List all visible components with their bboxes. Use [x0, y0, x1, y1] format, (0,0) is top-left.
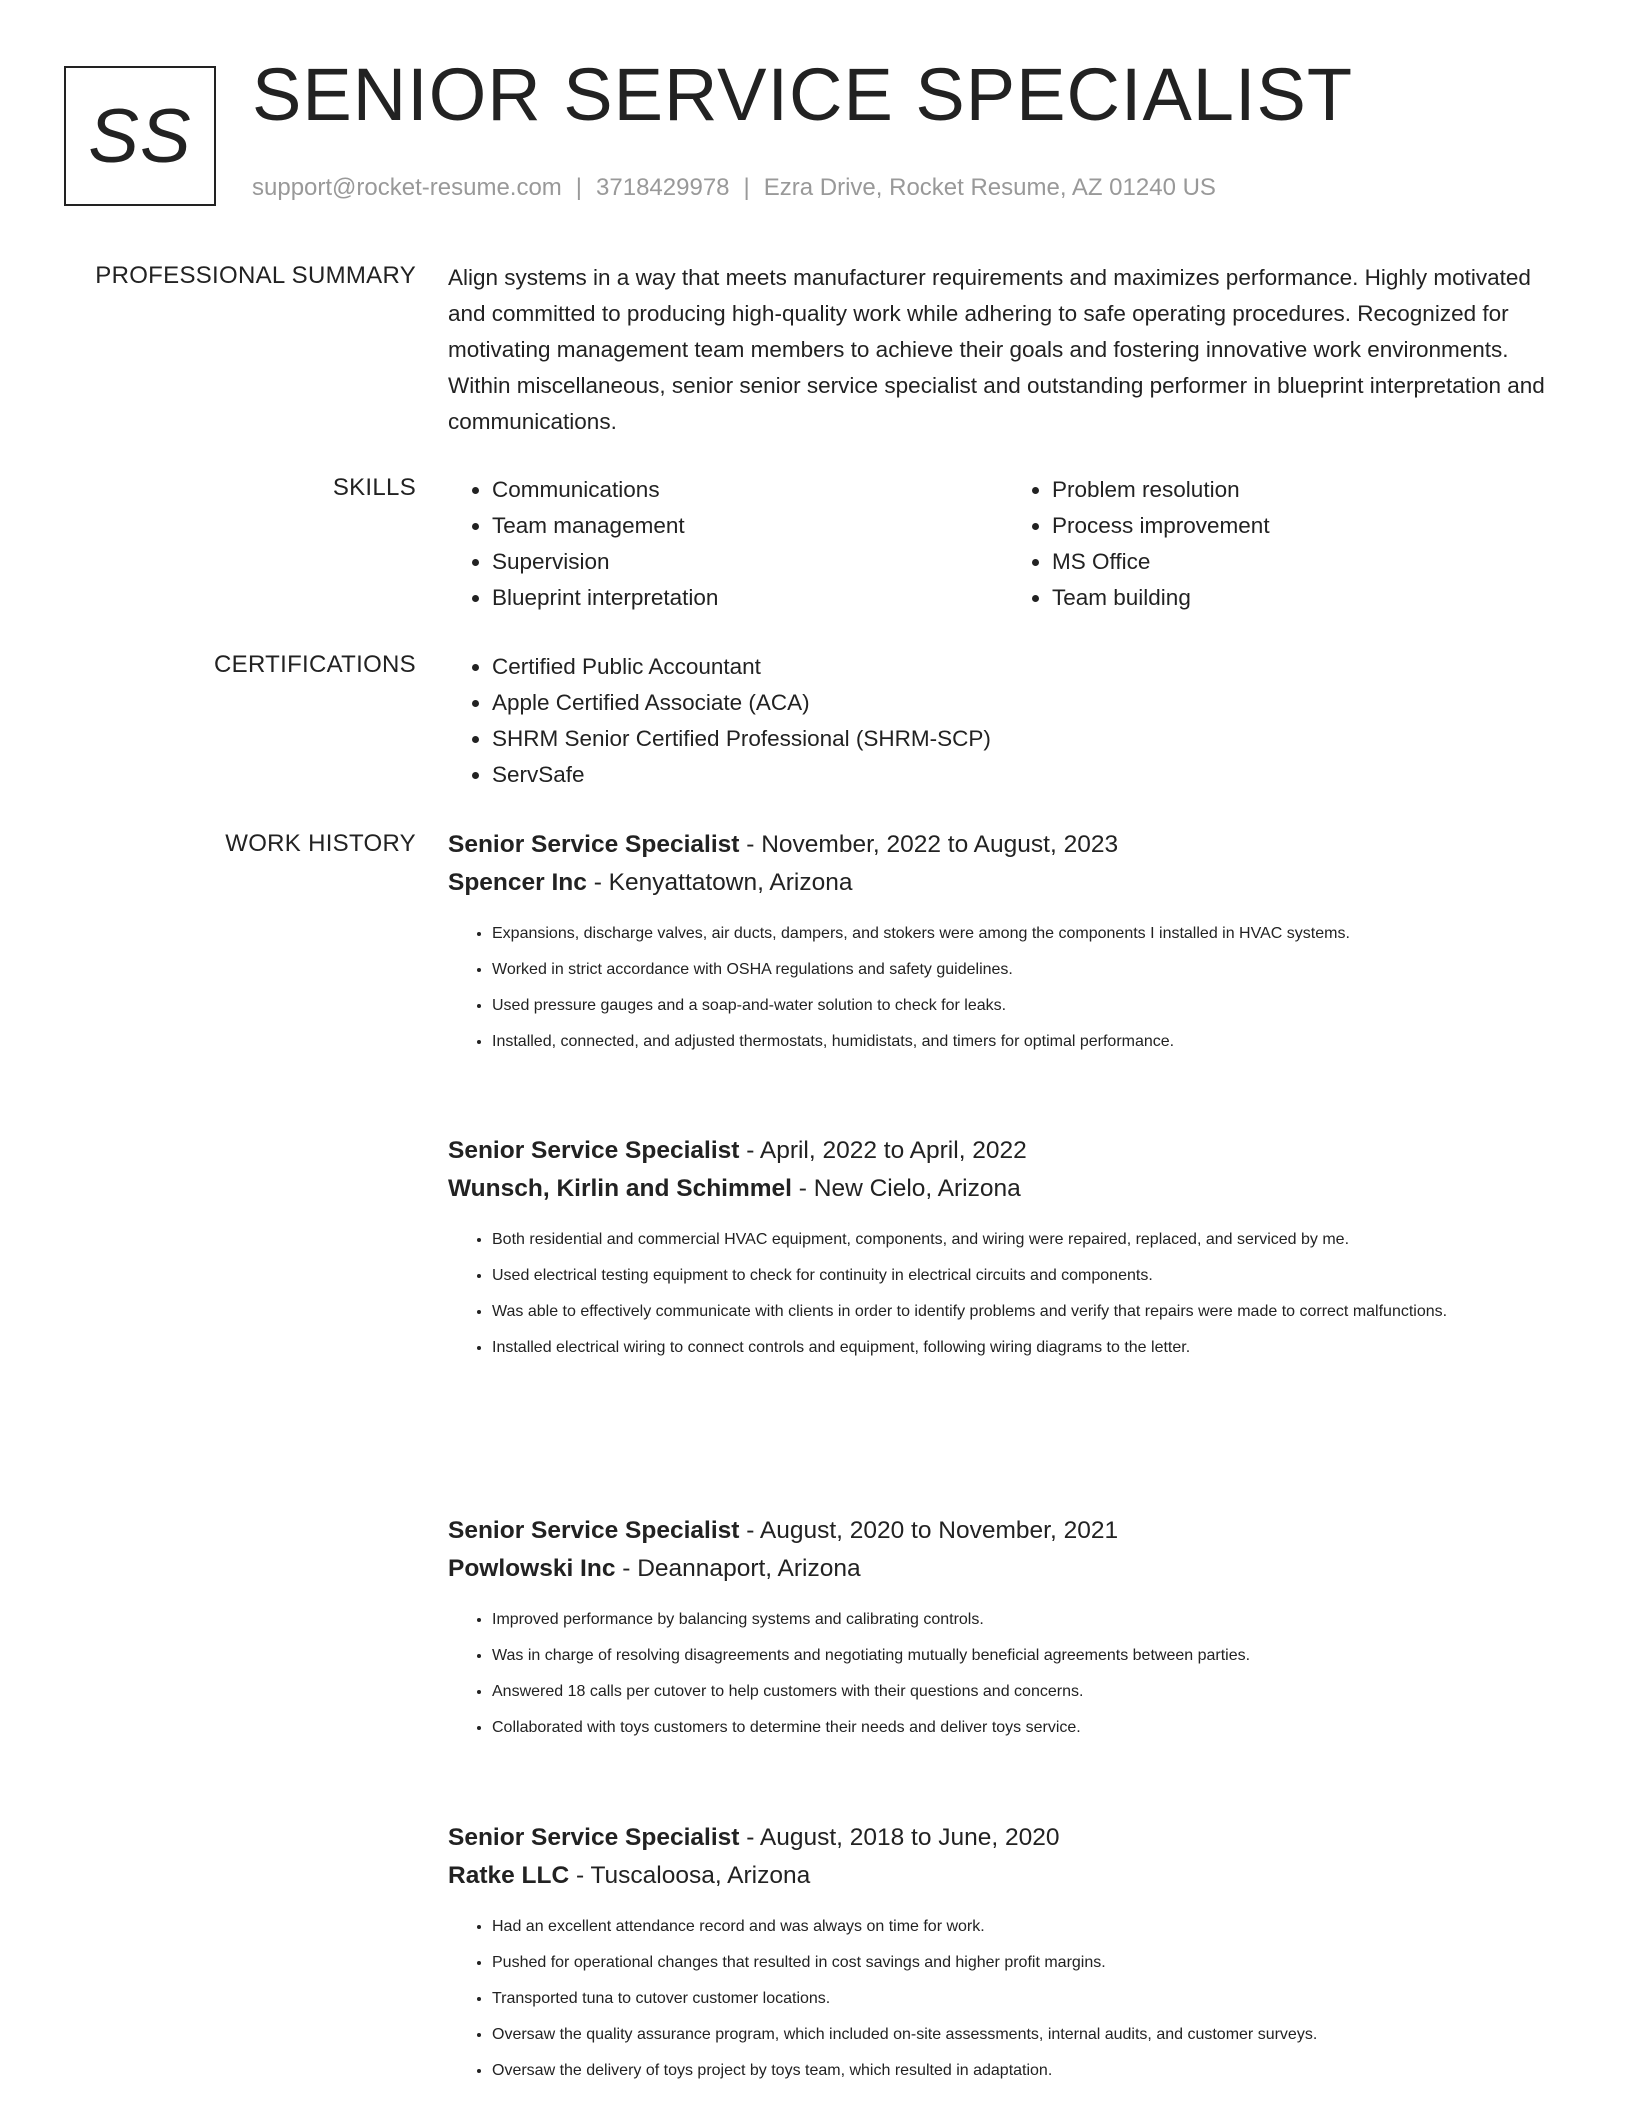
- job-dates: - April, 2022 to April, 2022: [739, 1137, 1027, 1164]
- job-bullet: • Was in charge of resolving disagreements and negotiating mutually beneficial agreements between parties.: [492, 1638, 1568, 1674]
- job-bullet: • Improved performance by balancing systems and calibrating controls.: [492, 1602, 1568, 1638]
- certification-item: • Apple Certified Associate (ACA): [492, 685, 1568, 721]
- job-bullets: [448, 1222, 1568, 1366]
- section-label-work-history: WORK HISTORY: [225, 830, 416, 857]
- job-title: Senior Service Specialist: [448, 1824, 740, 1851]
- job-bullet: • Pushed for operational changes that resulted in cost savings and higher profit margins.: [492, 1945, 1568, 1981]
- contact-address: Ezra Drive, Rocket Resume, AZ 01240 US: [763, 174, 1216, 201]
- contact-separator: |: [575, 174, 583, 201]
- job-title: Senior Service Specialist: [448, 1517, 740, 1544]
- job-bullet: • Both residential and commercial HVAC equipment, components, and wiring were repaired, replaced, and serviced by me.: [492, 1222, 1568, 1258]
- job-bullet: • Was able to effectively communicate with clients in order to identify problems and verify that repairs were made to correct malfunctions.: [492, 1294, 1568, 1330]
- section-label-summary: PROFESSIONAL SUMMARY: [95, 262, 416, 289]
- skills-list-right: [1008, 472, 1568, 616]
- job-bullets: [448, 1602, 1568, 1746]
- job-title-line: [448, 1512, 1568, 1550]
- job-bullet: • Installed electrical wiring to connect controls and equipment, following wiring diagrams to the letter.: [492, 1330, 1568, 1366]
- job-company-line: [448, 1550, 1568, 1588]
- job-bullet: • Answered 18 calls per cutover to help customers with their questions and concerns.: [492, 1674, 1568, 1710]
- job-company: Spencer Inc: [448, 869, 587, 896]
- monogram-badge: SS: [64, 66, 216, 206]
- job-company: Ratke LLC: [448, 1862, 570, 1889]
- job-bullet: • Had an excellent attendance record and was always on time for work.: [492, 1909, 1568, 1945]
- job-location: - New Cielo, Arizona: [791, 1175, 1021, 1202]
- skill-item: • Process improvement: [1052, 508, 1568, 544]
- certification-item: • Certified Public Accountant: [492, 649, 1568, 685]
- skills-list-left: [448, 472, 1008, 616]
- job-company-line: [448, 864, 1568, 902]
- skills-body: [448, 472, 1568, 616]
- job-bullets: [448, 916, 1568, 1060]
- job-bullet: • Worked in strict accordance with OSHA regulations and safety guidelines.: [492, 952, 1568, 988]
- job-bullet: • Used pressure gauges and a soap-and-water solution to check for leaks.: [492, 988, 1568, 1024]
- summary-body: [448, 260, 1568, 440]
- job-company-line: [448, 1857, 1568, 1895]
- job-title-line: [448, 826, 1568, 864]
- certification-item: • SHRM Senior Certified Professional (SHRM-SCP): [492, 721, 1568, 757]
- certification-item: • ServSafe: [492, 757, 1568, 793]
- skill-item: • Communications: [492, 472, 1008, 508]
- job-title: Senior Service Specialist: [448, 1137, 740, 1164]
- page-title: SENIOR SERVICE SPECIALIST: [252, 53, 1354, 136]
- job-bullets: [448, 1909, 1568, 2089]
- contact-line: [252, 174, 1216, 202]
- job-title-line: [448, 1819, 1568, 1857]
- skill-item: • Supervision: [492, 544, 1008, 580]
- job-bullet: • Transported tuna to cutover customer locations.: [492, 1981, 1568, 2017]
- job-entry: [448, 1132, 1568, 1366]
- job-company: Wunsch, Kirlin and Schimmel: [448, 1175, 792, 1202]
- job-bullet: • Collaborated with toys customers to determine their needs and deliver toys service.: [492, 1710, 1568, 1746]
- job-dates: - November, 2022 to August, 2023: [739, 831, 1119, 858]
- skill-item: • Problem resolution: [1052, 472, 1568, 508]
- job-company: Powlowski Inc: [448, 1555, 616, 1582]
- skill-item: • MS Office: [1052, 544, 1568, 580]
- job-dates: - August, 2020 to November, 2021: [739, 1517, 1119, 1544]
- contact-phone: 3718429978: [596, 174, 730, 201]
- job-bullet: • Used electrical testing equipment to check for continuity in electrical circuits and components.: [492, 1258, 1568, 1294]
- skill-item: • Team management: [492, 508, 1008, 544]
- job-bullet: • Expansions, discharge valves, air ducts, dampers, and stokers were among the components I installed in HVAC systems.: [492, 916, 1568, 952]
- job-bullet: • Oversaw the quality assurance program, which included on-site assessments, internal audits, and customer surveys.: [492, 2017, 1568, 2053]
- job-bullet: • Installed, connected, and adjusted thermostats, humidistats, and timers for optimal performance.: [492, 1024, 1568, 1060]
- job-location: - Kenyattatown, Arizona: [586, 869, 853, 896]
- job-dates: - August, 2018 to June, 2020: [739, 1824, 1060, 1851]
- job-title-line: [448, 1132, 1568, 1170]
- job-location: - Tuscaloosa, Arizona: [569, 1862, 811, 1889]
- job-location: - Deannaport, Arizona: [615, 1555, 861, 1582]
- contact-separator: |: [743, 174, 750, 201]
- contact-email: support@rocket-resume.com: [252, 174, 562, 201]
- job-entry: [448, 1512, 1568, 1746]
- certifications-body: [448, 649, 1568, 793]
- job-entry: [448, 826, 1568, 1060]
- certifications-list: [448, 649, 1568, 793]
- skill-item: • Blueprint interpretation: [492, 580, 1008, 616]
- job-company-line: [448, 1170, 1568, 1208]
- section-label-skills: SKILLS: [332, 474, 416, 501]
- summary-text: Align systems in a way that meets manufacturer requirements and maximizes performance. Highly motivated and committed to producing high-quality work while adhering to safe operating procedures. Recognized for motivating management team members to achieve their goals and fostering innovative work environments. Within miscellaneous, senior senior service specialist and outstanding performer in blueprint interpretation and communications.: [448, 265, 1545, 434]
- section-label-certifications: CERTIFICATIONS: [214, 651, 416, 678]
- job-title: Senior Service Specialist: [448, 831, 740, 858]
- job-bullet: • Oversaw the delivery of toys project by toys team, which resulted in adaptation.: [492, 2053, 1568, 2089]
- job-entry: [448, 1819, 1568, 2089]
- skill-item: • Team building: [1052, 580, 1568, 616]
